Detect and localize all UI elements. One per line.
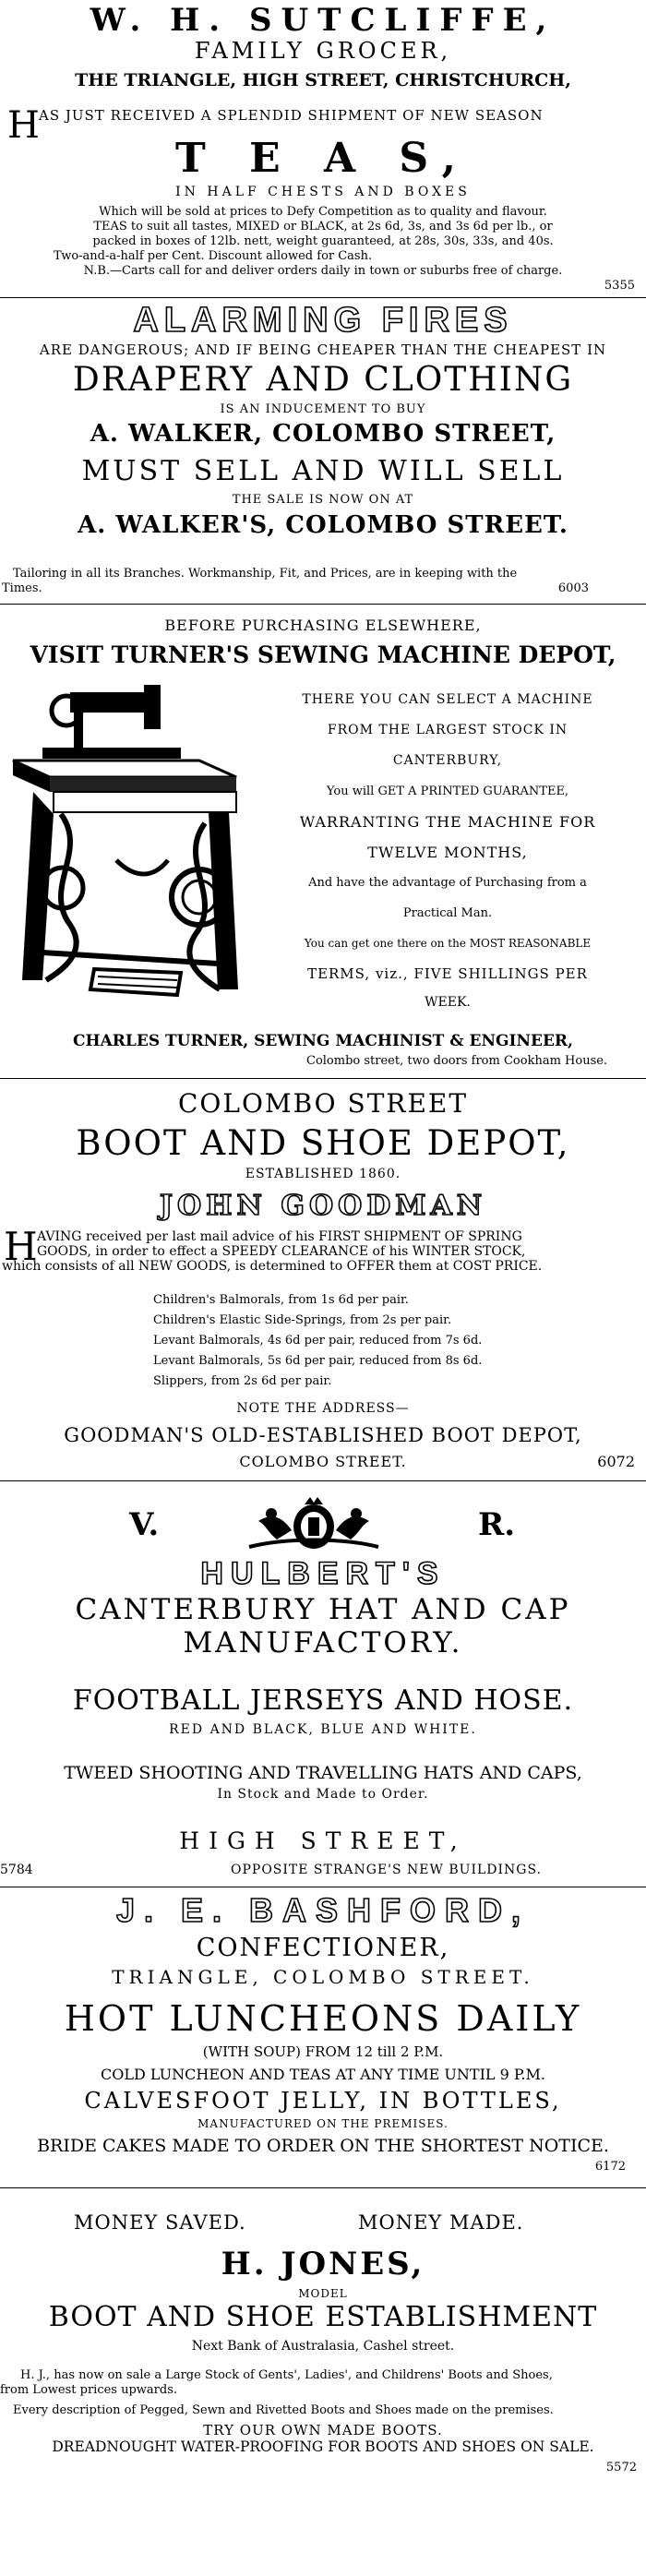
ad2-line3: IS AN INDUCEMENT TO BUY xyxy=(220,402,426,416)
ad6-line1: CONFECTIONER, xyxy=(196,1934,450,1962)
ad4-address2: COLOMBO STREET. xyxy=(239,1453,407,1470)
sewing-machine-illustration xyxy=(6,676,245,1017)
ad7-ref: 5572 xyxy=(605,2461,637,2474)
ad7-line1: BOOT AND SHOE ESTABLISHMENT xyxy=(48,2301,598,2333)
ad2-line5: MUST SELL AND WILL SELL xyxy=(81,455,565,487)
ad7-line7: DREADNOUGHT WATER-PROOFING FOR BOOTS AND SHOES ON SALE. xyxy=(52,2438,594,2455)
ad5-line6: In Stock and Made to Order. xyxy=(217,1787,429,1802)
ad5-ref: 5784 xyxy=(0,1863,33,1877)
ad1-half-chests: IN HALF CHESTS AND BOXES xyxy=(175,185,471,199)
ad2-line7: A. WALKER'S, COLOMBO STREET. xyxy=(78,511,568,539)
ad4-name: JOHN GOODMAN xyxy=(159,1190,487,1222)
ad1-body4: Two-and-a-half per Cent. Discount allowed for Cash. xyxy=(54,249,373,263)
ad4-note: NOTE THE ADDRESS— xyxy=(236,1401,410,1416)
divider xyxy=(0,297,646,298)
ad5-line4: RED AND BLACK, BLUE AND WHITE. xyxy=(169,1722,477,1737)
ad7-right: MONEY MADE. xyxy=(358,2211,524,2234)
ad3-right-9: You can get one there on the MOST REASONABLE xyxy=(304,937,592,950)
divider xyxy=(0,1480,646,1481)
ad1-body5: N.B.—Carts call for and deliver orders daily in town or suburbs free of charge. xyxy=(83,264,563,278)
ad3-right-column xyxy=(258,685,637,1015)
ad3-right-6: TWELVE MONTHS, xyxy=(367,844,528,861)
ad6-line3: HOT LUNCHEONS DAILY xyxy=(64,1998,582,2039)
ad4-intro-initial: H xyxy=(4,1224,38,1269)
ad3-right-10: TERMS, viz., FIVE SHILLINGS PER xyxy=(307,965,588,982)
ad3-right-1: THERE YOU CAN SELECT A MACHINE xyxy=(302,692,593,707)
ad4-line3: ESTABLISHED 1860. xyxy=(245,1167,401,1181)
ad1-body3: packed in boxes of 12lb. nett, weight guaranteed, at 28s, 30s, 33s, and 40s. xyxy=(92,234,554,248)
ad1-body2: TEAS to suit all tastes, MIXED or BLACK, at 2s 6d, 3s, and 3s 6d per lb., or xyxy=(93,220,553,234)
ad2-line9: Times. xyxy=(2,581,42,595)
ad5-line7: HIGH STREET, xyxy=(179,1827,467,1854)
ad7-line3: H. J., has now on sale a Large Stock of Gents', Ladies', and Childrens' Boots and Shoes, xyxy=(20,2368,553,2382)
divider xyxy=(0,604,646,605)
ad7-model: MODEL xyxy=(298,2287,348,2300)
ad5-line3: FOOTBALL JERSEYS AND HOSE. xyxy=(72,1684,574,1717)
ad2-ref: 6003 xyxy=(557,581,589,595)
ad3-right-5: WARRANTING THE MACHINE FOR xyxy=(299,813,596,831)
ad2-line2: DRAPERY AND CLOTHING xyxy=(72,361,574,399)
ad4-address1: GOODMAN'S OLD-ESTABLISHED BOOT DEPOT, xyxy=(64,1424,582,1446)
ad1-intro-line: AS JUST RECEIVED A SPLENDID SHIPMENT OF NEW SEASON xyxy=(39,107,544,124)
royal-crest-icon xyxy=(231,1493,397,1552)
ad6-line6: CALVESFOOT JELLY, IN BOTTLES, xyxy=(84,2088,562,2114)
ad7-left: MONEY SAVED. xyxy=(74,2211,246,2234)
list-item: Children's Elastic Side-Springs, from 2s per pair. xyxy=(153,1313,452,1327)
ad1-address: THE TRIANGLE, HIGH STREET, CHRISTCHURCH, xyxy=(75,70,571,90)
ad6-headline: J. E. BASHFORD, xyxy=(115,1891,531,1929)
ad2-line1: ARE DANGEROUS; AND IF BEING CHEAPER THAN THE CHEAPEST IN xyxy=(39,341,607,358)
ad4-intro3: which consists of all NEW GOODS, is determined to OFFER them at COST PRICE. xyxy=(2,1259,543,1274)
list-item: Levant Balmorals, 5s 6d per pair, reduced from 8s 6d. xyxy=(153,1354,483,1368)
ad3-right-3: CANTERBURY, xyxy=(392,753,503,768)
ad1-intro-initial: H xyxy=(7,104,40,147)
ad5-headline: HULBERT'S xyxy=(200,1556,446,1591)
ad6-line7: MANUFACTURED ON THE PREMISES. xyxy=(197,2117,449,2130)
ad5-line2: MANUFACTORY. xyxy=(183,1626,463,1659)
list-item: Levant Balmorals, 4s 6d per pair, reduced from 7s 6d. xyxy=(153,1334,483,1348)
ad1-body1: Which will be sold at prices to Defy Competition as to quality and flavour. xyxy=(99,205,547,219)
ad4-line2: BOOT AND SHOE DEPOT, xyxy=(76,1123,570,1163)
ad7-line6: TRY OUR OWN MADE BOOTS. xyxy=(203,2422,443,2438)
ad3-footer1: CHARLES TURNER, SEWING MACHINIST & ENGINEER, xyxy=(73,1032,573,1050)
ad7-line2: Next Bank of Australasia, Cashel street. xyxy=(191,2339,455,2354)
ad2-line4: A. WALKER, COLOMBO STREET, xyxy=(90,420,556,448)
ad5-line5: TWEED SHOOTING AND TRAVELLING HATS AND CAPS, xyxy=(64,1763,582,1783)
ad3-right-11: WEEK. xyxy=(425,995,471,1010)
ad6-ref: 6172 xyxy=(594,2160,626,2174)
ad6-line2: TRIANGLE, COLOMBO STREET. xyxy=(112,1966,534,1988)
ad2-headline: ALARMING FIRES xyxy=(133,301,513,340)
ad3-footer2: Colombo street, two doors from Cookham House. xyxy=(306,1054,608,1068)
ad3-line2: VISIT TURNER'S SEWING MACHINE DEPOT, xyxy=(30,641,616,668)
ad2-line6: THE SALE IS NOW ON AT xyxy=(232,493,414,507)
ad6-line5: COLD LUNCHEON AND TEAS AT ANY TIME UNTIL 9 P.M. xyxy=(101,2066,545,2083)
ad6-line8: BRIDE CAKES MADE TO ORDER ON THE SHORTEST NOTICE. xyxy=(37,2136,609,2156)
ad1-ref: 5355 xyxy=(604,279,635,293)
ad1-title: W. H. SUTCLIFFE, xyxy=(90,2,556,39)
ad3-right-8: Practical Man. xyxy=(402,906,493,920)
ad4-price-list xyxy=(153,1290,482,1392)
divider xyxy=(0,2187,646,2188)
ad7-line5: Every description of Pegged, Sewn and Rivetted Boots and Shoes made on the premises. xyxy=(13,2403,554,2417)
ad4-line1: COLOMBO STREET xyxy=(177,1088,469,1119)
ad5-r: R. xyxy=(478,1506,516,1543)
ad1-subtitle: FAMILY GROCER, xyxy=(194,38,452,64)
ad3-right-4: You will GET A PRINTED GUARANTEE, xyxy=(326,785,569,798)
list-item: Slippers, from 2s 6d per pair. xyxy=(153,1374,332,1388)
ad4-intro1: AVING received per last mail advice of his FIRST SHIPMENT OF SPRING xyxy=(37,1229,522,1244)
ad2-line8: Tailoring in all its Branches. Workmanship, Fit, and Prices, are in keeping with the xyxy=(13,567,518,581)
ad3-right-7: And have the advantage of Purchasing from a xyxy=(308,876,587,890)
ad3-right-2: FROM THE LARGEST STOCK IN xyxy=(327,723,568,737)
ad5-v: V. xyxy=(129,1506,160,1543)
divider xyxy=(0,1078,646,1079)
ad7-line4: from Lowest prices upwards. xyxy=(0,2383,178,2397)
ad7-name: H. JONES, xyxy=(221,2246,425,2282)
ad4-ref: 6072 xyxy=(597,1453,635,1470)
ad5-line8: OPPOSITE STRANGE'S NEW BUILDINGS. xyxy=(231,1863,543,1877)
ad4-intro2: GOODS, in order to effect a SPEEDY CLEARANCE of his WINTER STOCK, xyxy=(37,1244,526,1259)
ad6-line4: (WITH SOUP) FROM 12 till 2 P.M. xyxy=(202,2043,444,2060)
ad1-teas: T E A S, xyxy=(175,135,471,182)
ad3-line1: BEFORE PURCHASING ELSEWHERE, xyxy=(164,617,482,634)
list-item: Children's Balmorals, from 1s 6d per pair. xyxy=(153,1293,409,1307)
ad5-line1: CANTERBURY HAT AND CAP xyxy=(75,1593,571,1626)
